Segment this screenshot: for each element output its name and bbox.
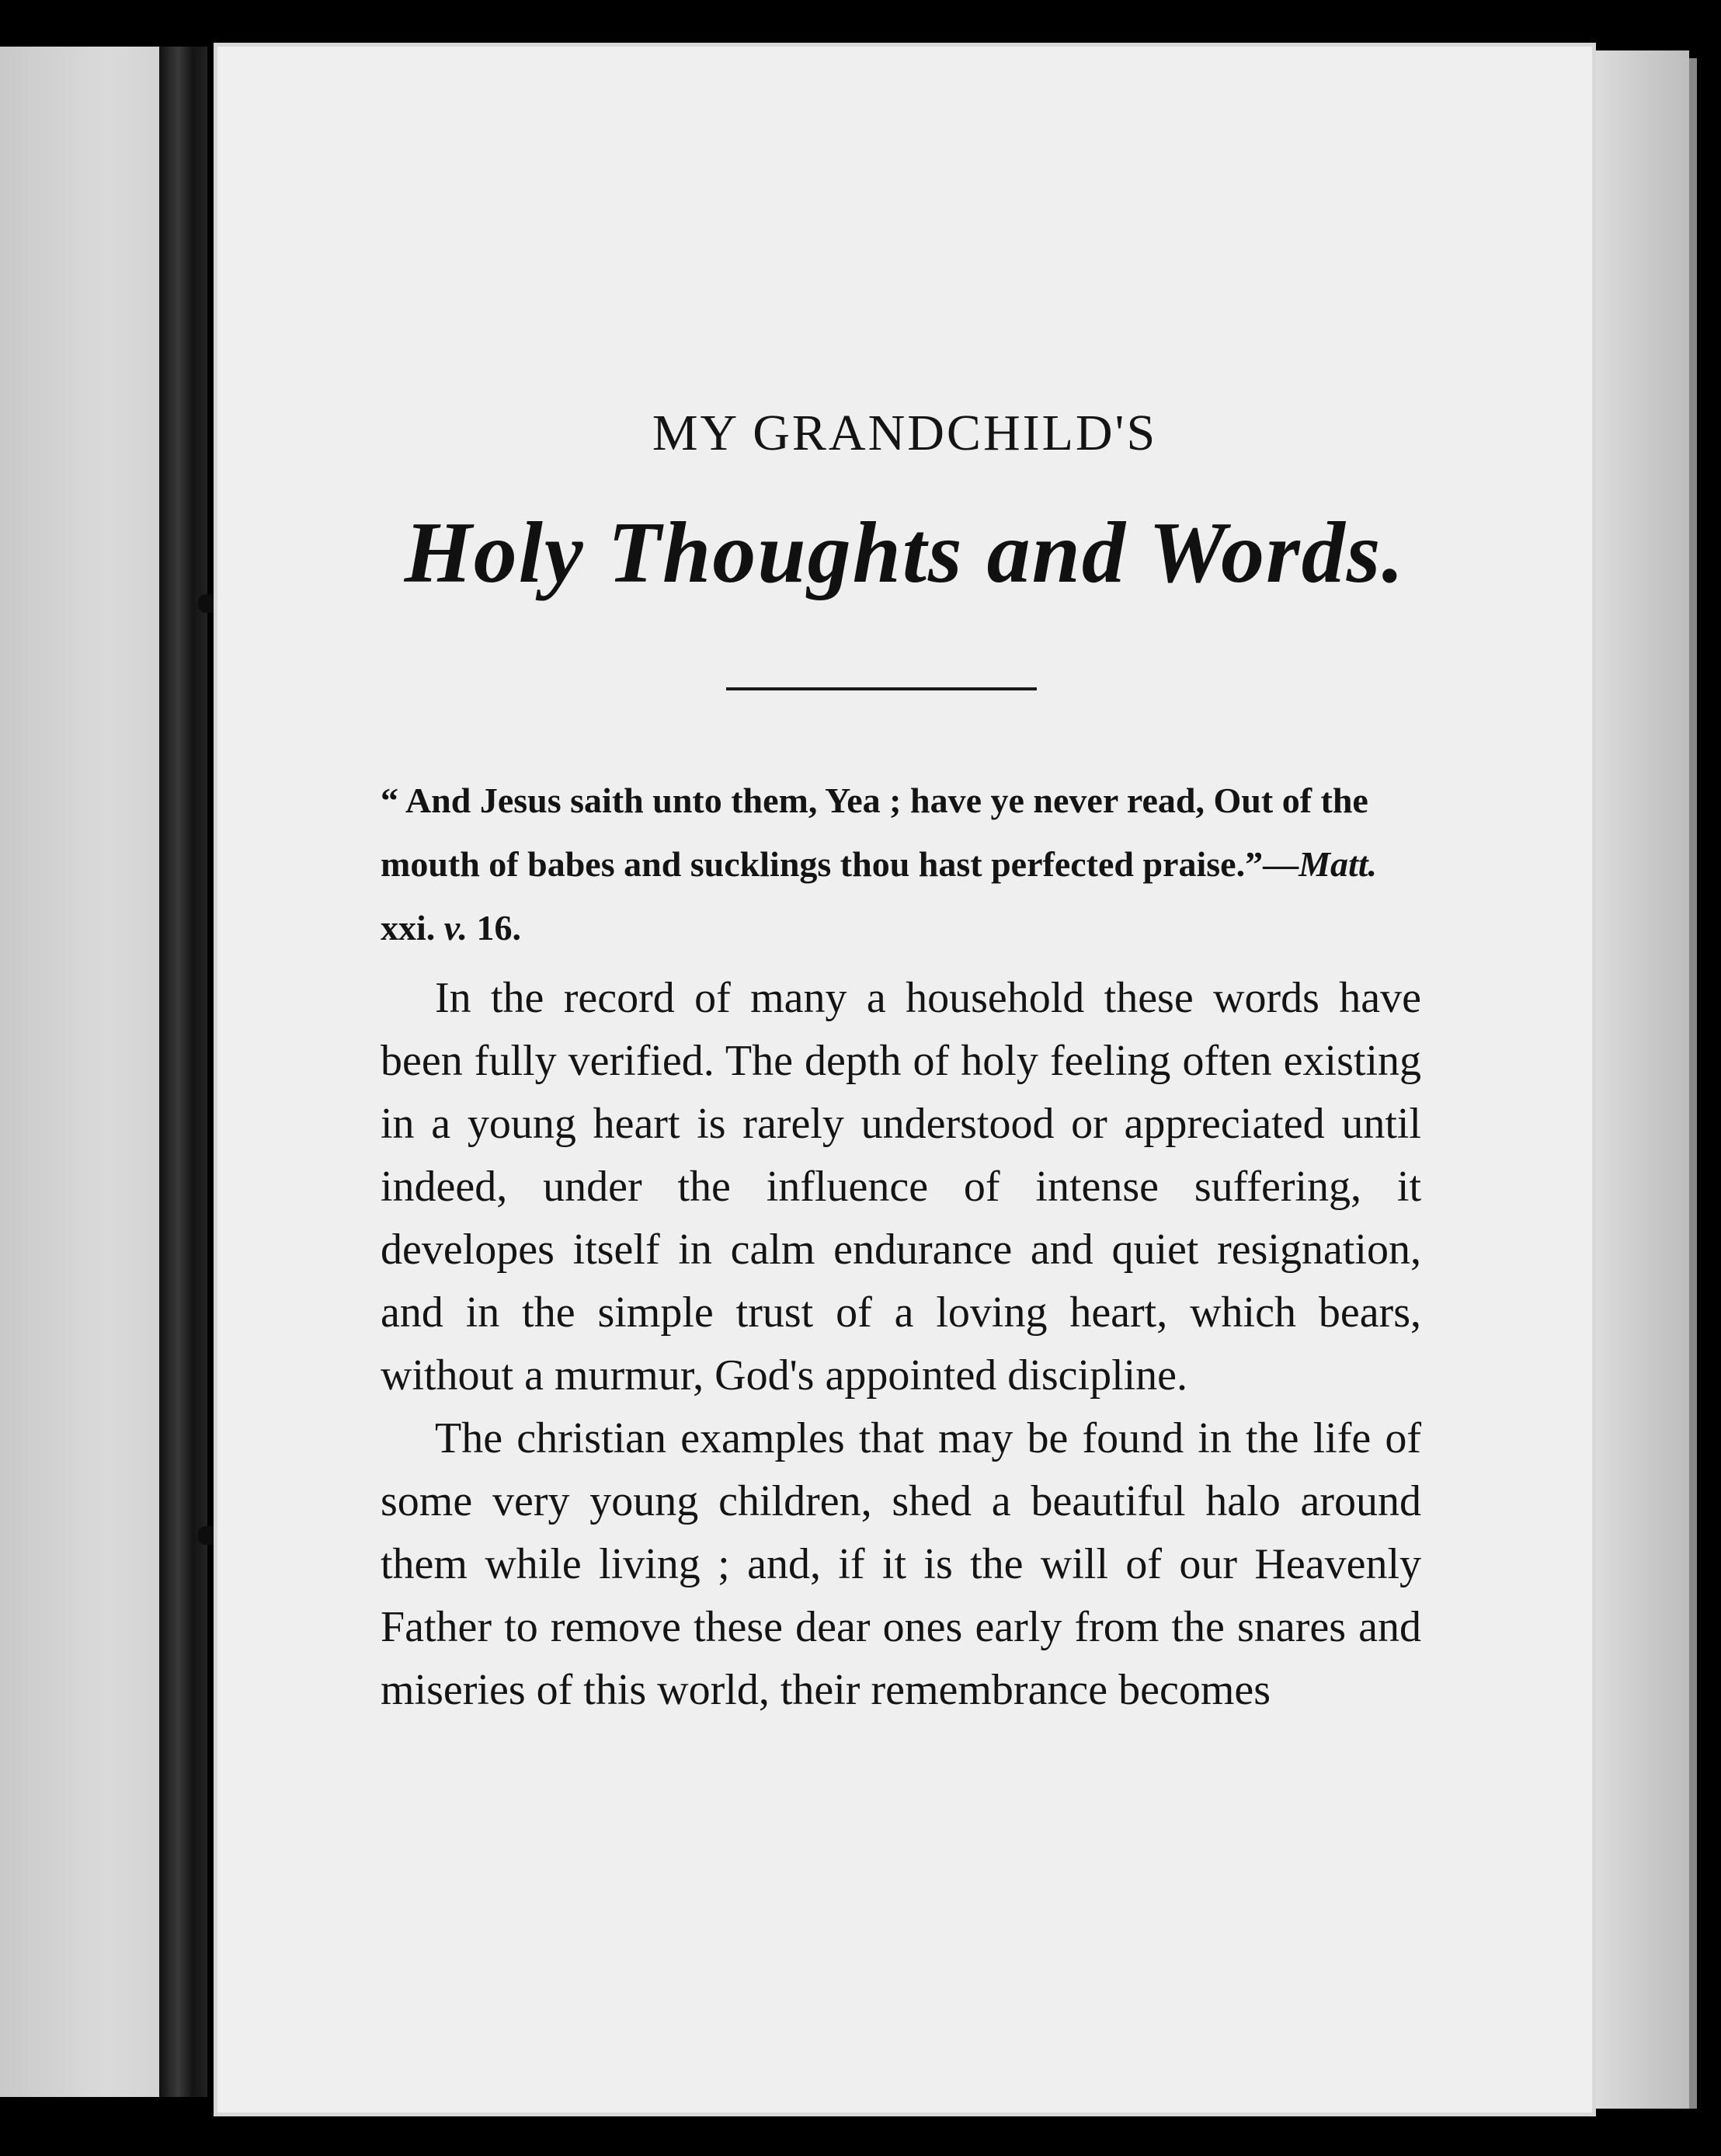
epigraph-book: Matt. bbox=[1299, 844, 1378, 884]
page-edge bbox=[1596, 50, 1689, 2109]
title-rule bbox=[726, 687, 1037, 690]
book-binding bbox=[159, 47, 207, 2097]
epigraph bbox=[381, 769, 1421, 960]
body-text bbox=[381, 967, 1421, 1722]
epigraph-verse-label: v. bbox=[443, 908, 468, 948]
page-edge-shadow bbox=[1689, 58, 1697, 2109]
paragraph-2: The christian examples that may be found in the life of some very young children, shed a beautiful halo around them while living ; and, if it is the will of our Heavenly Father to remove these dear ones early from the snares and miseries of this world, their remembrance becomes bbox=[381, 1414, 1421, 1714]
epigraph-quote: “ And Jesus saith unto them, Yea ; have ye never read, Out of the mouth of babes and sucklings thou hast perfected praise.”— bbox=[381, 781, 1368, 884]
epigraph-chapter: xxi. bbox=[381, 908, 444, 948]
page-heading: MY GRANDCHILD'S bbox=[652, 405, 1158, 461]
paragraph-1: In the record of many a household these words have been fully verified. The depth of holy feeling often existing in a young heart is rarely understood or appreciated until indeed, under the influence of intense suffering, it developes itself in calm endurance and quiet resignation, and in the simple trust of a loving heart, which bears, without a murmur, God's appointed discipline. bbox=[381, 974, 1421, 1400]
page-subtitle: Holy Thoughts and Words. bbox=[404, 505, 1406, 601]
epigraph-verse: 16. bbox=[468, 908, 521, 948]
